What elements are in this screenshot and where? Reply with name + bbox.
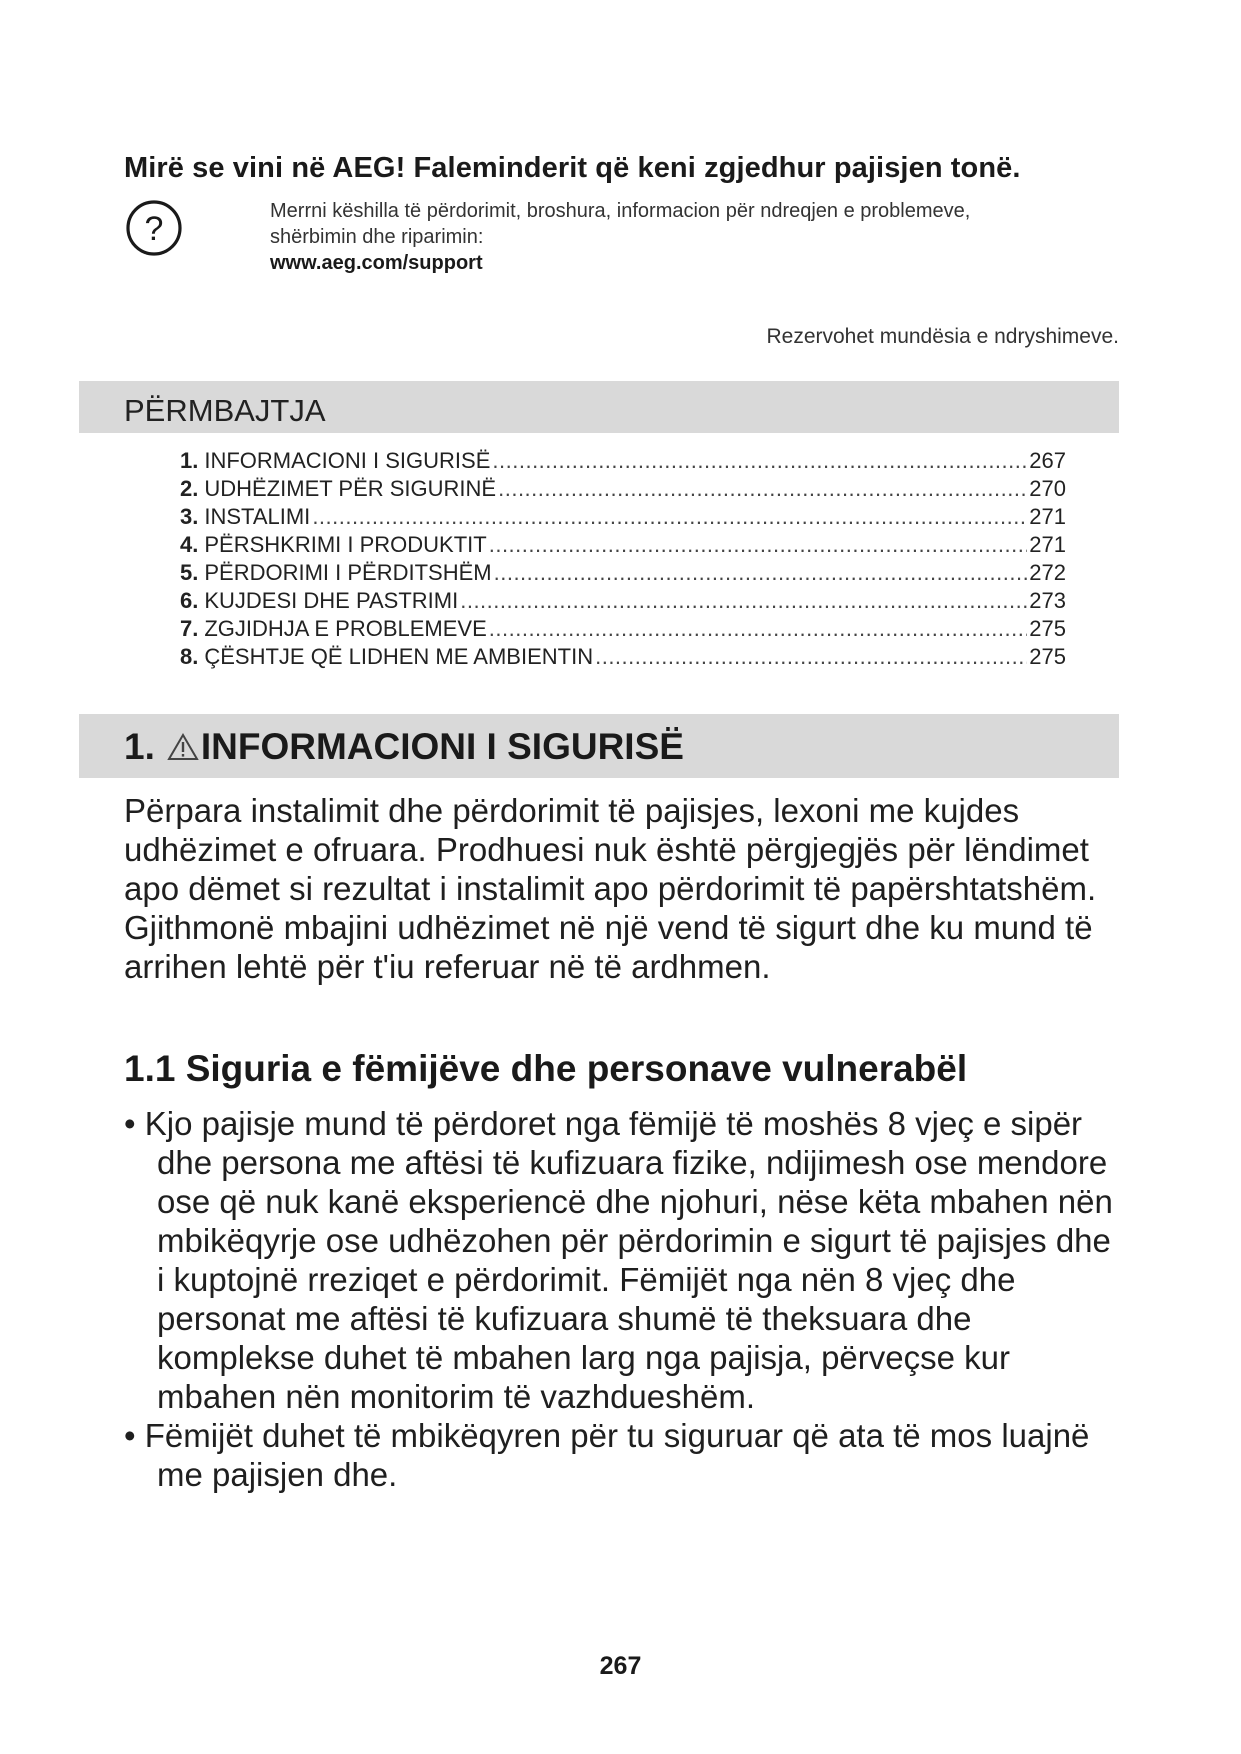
toc-item-page: 272 <box>1029 560 1066 585</box>
toc-item-label: INSTALIMI <box>204 504 311 529</box>
toc-item-number: 1. <box>180 448 199 473</box>
toc-item[interactable] <box>180 643 1066 671</box>
section-number: 1. <box>124 726 155 767</box>
svg-text:?: ? <box>144 210 164 248</box>
welcome-heading: Mirë se vini në AEG! Faleminderit që keni zgjedhur pajisjen tonë. <box>124 152 1021 184</box>
support-info-line-1: Merrni këshilla të përdorimit, broshura, informacion për ndreqjen e problemeve, <box>270 200 971 222</box>
toc-item-label: INFORMACIONI I SIGURISË <box>204 448 491 473</box>
section-title-text: INFORMACIONI I SIGURISË <box>200 726 684 767</box>
toc-item-number: 7. <box>180 616 199 641</box>
page-number: 267 <box>599 1652 642 1680</box>
toc-item-page: 275 <box>1029 644 1066 669</box>
toc-item-page: 275 <box>1029 616 1066 641</box>
toc-leader-dots <box>494 559 1028 587</box>
section-title <box>124 726 684 768</box>
toc-item-page: 271 <box>1029 504 1066 529</box>
toc-item-number: 5. <box>180 560 199 585</box>
toc-item-number: 4. <box>180 532 199 557</box>
toc-leader-dots <box>312 503 1027 531</box>
toc-title: PËRMBAJTJA <box>124 393 326 428</box>
toc-leader-dots <box>489 531 1028 559</box>
question-mark-icon <box>124 198 184 258</box>
toc-item[interactable] <box>180 475 1066 503</box>
list-item: • Kjo pajisje mund të përdoret nga fëmijë të moshës 8 vjeç e sipër dhe persona me aftësi të kufizuara fizike, ndijimesh ose mendore ose që nuk kanë eksperiencë dhe njohuri, nëse këta mbahen nën mbikëqyrje ose udhëzohen për përdorimin e sigurt të pajisjes dhe i kuptojnë rreziqet e përdorimit. Fëmijët nga nën 8 vjeç dhe personat me aftësi të kufizuara shumë të theksuara dhe komplekse duhet të mbahen larg nga pajisja, përveçse kur mbahen nën monitorim të vazhdueshëm. <box>124 1105 1113 1415</box>
toc-item[interactable] <box>180 531 1066 559</box>
support-info <box>270 198 970 276</box>
table-of-contents <box>180 447 1066 671</box>
toc-item-number: 2. <box>180 476 199 501</box>
toc-leader-dots <box>595 643 1027 671</box>
toc-item[interactable] <box>180 503 1066 531</box>
toc-leader-dots <box>492 447 1027 475</box>
support-info-line-2: shërbimin dhe riparimin: <box>270 226 484 248</box>
intro-paragraph: Përpara instalimit dhe përdorimit të pajisjes, lexoni me kujdes udhëzimet e ofruara. Prodhuesi nuk është përgjegjës për lëndimet apo dëmet si rezultat i instalimit apo përdorimit të papërshtatshëm. Gjithmonë mbajini udhëzimet në një vend të sigurt dhe ku mund të arrihen lehtë për t'iu referuar në të ardhmen. <box>124 792 1097 985</box>
toc-item-page: 270 <box>1029 476 1066 501</box>
toc-item[interactable] <box>180 587 1066 615</box>
list-item: • Fëmijët duhet të mbikëqyren për tu siguruar që ata të mos luajnë me pajisjen dhe. <box>124 1417 1090 1493</box>
rights-reserved-note: Rezervohet mundësia e ndryshimeve. <box>766 325 1119 348</box>
toc-item-label: PËRDORIMI I PËRDITSHËM <box>204 560 492 585</box>
toc-leader-dots <box>489 615 1028 643</box>
toc-item-number: 3. <box>180 504 199 529</box>
toc-item-page: 273 <box>1029 588 1066 613</box>
support-link[interactable]: www.aeg.com/support <box>270 252 483 274</box>
toc-item-number: 8. <box>180 644 199 669</box>
toc-item-page: 267 <box>1029 448 1066 473</box>
warning-triangle-icon <box>167 732 199 762</box>
toc-item[interactable] <box>180 559 1066 587</box>
toc-item-label: KUJDESI DHE PASTRIMI <box>204 588 459 613</box>
toc-item-label: ÇËSHTJE QË LIDHEN ME AMBIENTIN <box>204 644 594 669</box>
toc-item-label: PËRSHKRIMI I PRODUKTIT <box>204 532 487 557</box>
toc-item[interactable] <box>180 615 1066 643</box>
subsection-title: 1.1 Siguria e fëmijëve dhe personave vulnerabël <box>124 1048 968 1089</box>
toc-leader-dots <box>460 587 1027 615</box>
safety-bullet-list <box>124 1104 1124 1494</box>
toc-item-page: 271 <box>1029 532 1066 557</box>
toc-item-label: ZGJIDHJA E PROBLEMEVE <box>204 616 487 641</box>
toc-item[interactable] <box>180 447 1066 475</box>
toc-item-number: 6. <box>180 588 199 613</box>
toc-leader-dots <box>498 475 1027 503</box>
toc-item-label: UDHËZIMET PËR SIGURINË <box>204 476 497 501</box>
